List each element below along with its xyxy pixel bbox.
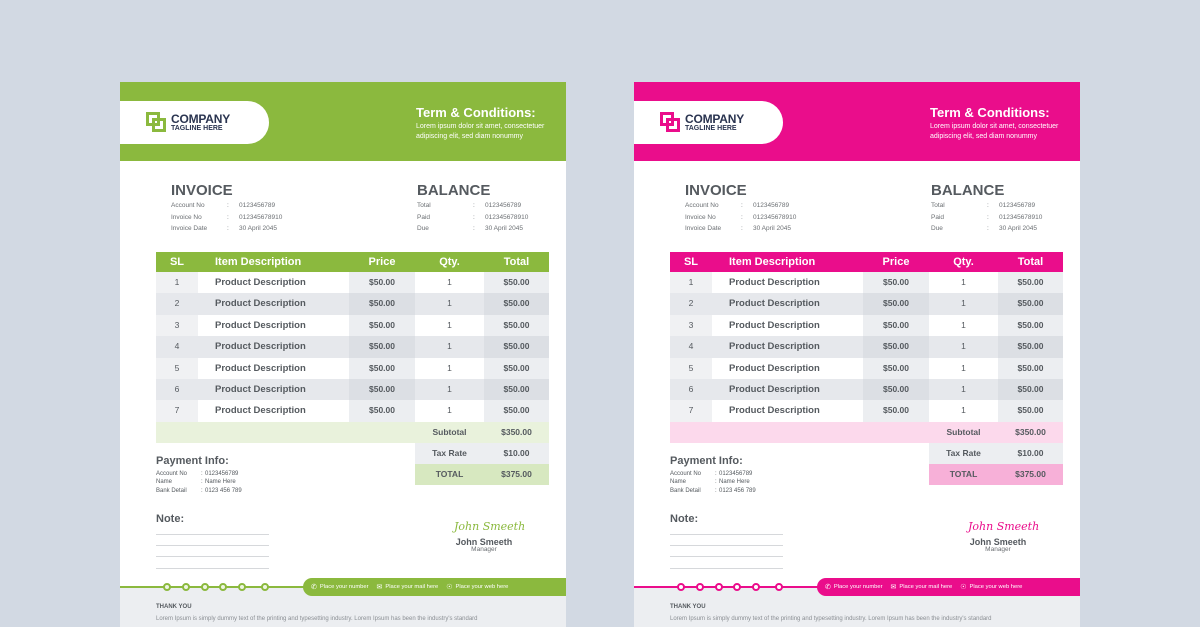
table-row <box>156 293 549 314</box>
separator: : <box>987 202 989 209</box>
cell-qty: 1 <box>415 293 484 314</box>
logo-badge <box>120 101 269 144</box>
separator: : <box>741 225 743 233</box>
cell-total: $50.00 <box>998 272 1063 293</box>
info-row <box>156 488 242 496</box>
cell-total: $50.00 <box>484 315 549 336</box>
note-line <box>156 556 269 557</box>
signatory-name: John Smeeth <box>455 537 513 547</box>
separator: : <box>201 487 203 494</box>
cell-total: $50.00 <box>998 400 1063 421</box>
cell-sl: 2 <box>670 293 712 314</box>
table-row <box>670 358 1063 379</box>
contact-web <box>446 583 508 591</box>
invoice-title: INVOICE <box>685 182 747 199</box>
contact-mail <box>377 583 439 591</box>
contact-mail <box>891 583 953 591</box>
balance-title: BALANCE <box>931 182 1005 199</box>
subtotal-row <box>670 422 1063 443</box>
cell-price: $50.00 <box>349 379 415 400</box>
tax-label: Tax Rate <box>415 443 484 464</box>
info-row <box>417 202 528 214</box>
info-value: 30 April 2045 <box>999 225 1037 233</box>
dot-icon <box>696 583 704 591</box>
table-row <box>670 400 1063 421</box>
thank-you-label: THANK YOU <box>156 604 192 610</box>
cell-sl: 7 <box>156 400 198 421</box>
cell-price: $50.00 <box>349 400 415 421</box>
cell-price: $50.00 <box>863 315 929 336</box>
balance-details <box>931 202 1042 237</box>
info-value: 0123456789 <box>719 471 753 477</box>
note-line <box>670 556 783 557</box>
company-tagline: TAGLINE HERE <box>171 125 223 132</box>
info-label: Name <box>156 479 173 486</box>
cell-qty: 1 <box>415 379 484 400</box>
info-label: Name <box>670 479 687 486</box>
info-label: Account No <box>156 471 188 477</box>
cell-description: Product Description <box>198 315 349 336</box>
info-row <box>931 225 1042 237</box>
cell-price: $50.00 <box>863 293 929 314</box>
globe-icon: ☉ <box>960 584 967 591</box>
invoice-sheet-pink <box>634 82 1080 627</box>
table-body <box>670 272 1063 422</box>
company-logo-icon <box>146 112 167 133</box>
cell-sl: 5 <box>670 358 712 379</box>
note-title: Note: <box>670 513 699 525</box>
separator: : <box>227 213 229 221</box>
info-label: Total <box>417 202 431 209</box>
signature: John Smeeth <box>968 520 1040 533</box>
cell-description: Product Description <box>712 358 863 379</box>
col-qty: Qty. <box>439 256 460 268</box>
note-line <box>670 534 783 535</box>
signatory-role: Manager <box>471 546 497 553</box>
dot-icon <box>677 583 685 591</box>
cell-qty: 1 <box>929 272 998 293</box>
info-row <box>417 214 528 226</box>
cell-total: $50.00 <box>998 293 1063 314</box>
cell-description: Product Description <box>198 293 349 314</box>
separator: : <box>473 213 475 221</box>
cell-total: $50.00 <box>484 272 549 293</box>
note-line <box>156 534 269 535</box>
info-label: Paid <box>931 213 945 221</box>
footer-text: Lorem Ipsum is simply dummy text of the printing and typesetting industry. Lorem Ipsum has been the industry's standard <box>156 616 478 622</box>
info-label: Bank Detail <box>670 487 701 494</box>
table-row <box>670 315 1063 336</box>
cell-description: Product Description <box>712 379 863 400</box>
company-tagline: TAGLINE HERE <box>685 125 737 132</box>
cell-description: Product Description <box>198 272 349 293</box>
table-row <box>670 336 1063 357</box>
table-row <box>156 400 549 421</box>
col-sl: SL <box>169 256 185 268</box>
cell-qty: 1 <box>415 358 484 379</box>
info-value: 012345678910 <box>485 213 529 221</box>
cell-description: Product Description <box>198 400 349 421</box>
cell-qty: 1 <box>929 358 998 379</box>
dot-icon <box>752 583 760 591</box>
col-total: Total <box>1017 256 1044 268</box>
phone-text: Place your number <box>833 584 883 590</box>
note-title: Note: <box>156 513 185 525</box>
info-label: Account No <box>171 202 205 209</box>
company-name: COMPANY <box>685 112 745 126</box>
note-line <box>156 568 269 569</box>
separator: : <box>987 225 989 233</box>
info-row <box>156 471 242 479</box>
dot-icon <box>163 583 171 591</box>
cell-sl: 4 <box>156 336 198 357</box>
info-value: 30 April 2045 <box>485 225 523 233</box>
header-band <box>120 82 566 161</box>
cell-sl: 3 <box>156 315 198 336</box>
subtotal-value: $350.00 <box>1015 426 1046 437</box>
info-label: Bank Detail <box>156 487 187 494</box>
web-text: Place your web here <box>969 584 1023 590</box>
note-line <box>670 545 783 546</box>
separator: : <box>227 225 229 233</box>
cell-total: $50.00 <box>998 315 1063 336</box>
tax-value: $10.00 <box>484 443 549 464</box>
signatory-role: Manager <box>985 546 1011 553</box>
cell-description: Product Description <box>712 315 863 336</box>
cell-qty: 1 <box>929 400 998 421</box>
info-value: 012345678910 <box>753 213 797 221</box>
cell-price: $50.00 <box>863 272 929 293</box>
info-value: 0123456789 <box>753 202 790 209</box>
signatory-name: John Smeeth <box>969 537 1027 547</box>
cell-description: Product Description <box>198 336 349 357</box>
phone-icon: ✆ <box>825 584 831 591</box>
contact-web <box>960 583 1022 591</box>
cell-qty: 1 <box>415 400 484 421</box>
cell-price: $50.00 <box>863 379 929 400</box>
cell-total: $50.00 <box>484 336 549 357</box>
grand-total-value: $375.00 <box>484 464 549 485</box>
info-value: Name Here <box>719 479 750 486</box>
dot-icon <box>182 583 190 591</box>
cell-price: $50.00 <box>863 358 929 379</box>
table-header <box>670 252 1063 272</box>
cell-description: Product Description <box>712 293 863 314</box>
cell-sl: 2 <box>156 293 198 314</box>
table-row <box>156 272 549 293</box>
info-label: Total <box>931 202 945 209</box>
info-row <box>156 479 242 487</box>
info-value: 0123 456 789 <box>719 487 756 494</box>
invoice-sheet-green <box>120 82 566 627</box>
signature: John Smeeth <box>454 520 526 533</box>
grand-total-label: TOTAL <box>415 464 484 485</box>
table-header <box>156 252 549 272</box>
info-row <box>670 471 756 479</box>
cell-total: $50.00 <box>998 336 1063 357</box>
mail-text: Place your mail here <box>385 584 439 590</box>
subtotal-label: Subtotal <box>946 426 981 437</box>
cell-sl: 3 <box>670 315 712 336</box>
separator: : <box>715 471 717 477</box>
terms-title: Term & Conditions: <box>930 105 1050 120</box>
info-value: 0123456789 <box>485 202 522 209</box>
cell-sl: 6 <box>670 379 712 400</box>
cell-qty: 1 <box>929 379 998 400</box>
terms-text: Lorem ipsum dolor sit amet, consectetuer adipiscing elit, sed diam nonummy <box>930 123 1059 140</box>
table-row <box>156 379 549 400</box>
info-label: Due <box>931 225 943 233</box>
cell-sl: 1 <box>156 272 198 293</box>
payment-details <box>670 471 756 496</box>
cell-description: Product Description <box>712 336 863 357</box>
table-row <box>670 379 1063 400</box>
dot-icon <box>219 583 227 591</box>
separator: : <box>715 487 717 494</box>
terms-text: Lorem ipsum dolor sit amet, consectetuer adipiscing elit, sed diam nonummy <box>416 123 545 140</box>
info-label: Account No <box>670 471 702 477</box>
cell-qty: 1 <box>929 293 998 314</box>
items-table <box>156 252 549 485</box>
col-price: Price <box>368 256 396 268</box>
phone-icon: ✆ <box>311 584 317 591</box>
balance-title: BALANCE <box>417 182 491 199</box>
invoice-details <box>171 202 282 237</box>
note-line <box>670 568 783 569</box>
table-body <box>156 272 549 422</box>
separator: : <box>201 479 203 486</box>
company-name: COMPANY <box>171 112 231 126</box>
cell-sl: 7 <box>670 400 712 421</box>
balance-details <box>417 202 528 237</box>
info-value: 0123456789 <box>205 471 239 477</box>
info-label: Account No <box>685 202 719 209</box>
info-row <box>685 225 796 237</box>
info-row <box>685 214 796 226</box>
footer-text: Lorem Ipsum is simply dummy text of the printing and typesetting industry. Lorem Ipsum has been the industry's standard <box>670 616 992 622</box>
cell-qty: 1 <box>929 336 998 357</box>
dot-icon <box>201 583 209 591</box>
contact-phone <box>311 583 369 591</box>
note-line <box>156 545 269 546</box>
phone-text: Place your number <box>319 584 369 590</box>
info-row <box>171 225 282 237</box>
header-band <box>634 82 1080 161</box>
col-description: Item Description <box>729 256 816 268</box>
table-row <box>670 272 1063 293</box>
info-value: 012345678910 <box>999 213 1043 221</box>
cell-total: $50.00 <box>484 400 549 421</box>
cell-qty: 1 <box>415 272 484 293</box>
dot-icon <box>775 583 783 591</box>
cell-total: $50.00 <box>998 379 1063 400</box>
info-value: 0123456789 <box>999 202 1036 209</box>
info-row <box>670 488 756 496</box>
cell-sl: 6 <box>156 379 198 400</box>
info-row <box>931 202 1042 214</box>
info-row <box>685 202 796 214</box>
info-label: Paid <box>417 213 431 221</box>
cell-sl: 5 <box>156 358 198 379</box>
separator: : <box>473 225 475 233</box>
table-row <box>156 315 549 336</box>
info-value: 0123 456 789 <box>205 487 242 494</box>
cell-qty: 1 <box>415 315 484 336</box>
cell-total: $50.00 <box>484 358 549 379</box>
mail-icon: ✉ <box>890 584 897 591</box>
cell-sl: 4 <box>670 336 712 357</box>
cell-price: $50.00 <box>349 358 415 379</box>
cell-price: $50.00 <box>349 336 415 357</box>
contact-bar <box>817 578 1080 596</box>
invoice-details <box>685 202 796 237</box>
globe-icon: ☉ <box>446 584 453 591</box>
separator: : <box>987 213 989 221</box>
contact-bar <box>303 578 566 596</box>
col-total: Total <box>503 256 530 268</box>
cell-qty: 1 <box>929 315 998 336</box>
info-value: 30 April 2045 <box>753 225 791 233</box>
items-table <box>670 252 1063 485</box>
info-label: Due <box>417 225 429 233</box>
dot-icon <box>715 583 723 591</box>
cell-description: Product Description <box>198 358 349 379</box>
info-label: Invoice Date <box>685 225 722 233</box>
mail-text: Place your mail here <box>899 584 953 590</box>
separator: : <box>715 479 717 486</box>
cell-total: $50.00 <box>998 358 1063 379</box>
tax-value: $10.00 <box>998 443 1063 464</box>
info-row <box>931 214 1042 226</box>
cell-qty: 1 <box>415 336 484 357</box>
cell-price: $50.00 <box>863 336 929 357</box>
info-label: Invoice No <box>685 213 716 221</box>
col-description: Item Description <box>215 256 302 268</box>
cell-sl: 1 <box>670 272 712 293</box>
subtotal-label: Subtotal <box>432 426 467 437</box>
info-value: 30 April 2045 <box>239 225 277 233</box>
subtotal-row <box>156 422 549 443</box>
cell-price: $50.00 <box>863 400 929 421</box>
separator: : <box>473 202 475 209</box>
dot-icon <box>238 583 246 591</box>
cell-description: Product Description <box>198 379 349 400</box>
info-label: Invoice No <box>171 213 202 221</box>
separator: : <box>201 471 203 477</box>
info-row <box>171 202 282 214</box>
cell-description: Product Description <box>712 400 863 421</box>
separator: : <box>741 202 743 209</box>
info-value: 012345678910 <box>239 213 283 221</box>
cell-price: $50.00 <box>349 293 415 314</box>
grand-total-label: TOTAL <box>929 464 998 485</box>
table-row <box>156 336 549 357</box>
info-value: 0123456789 <box>239 202 276 209</box>
logo-badge <box>634 101 783 144</box>
tax-label: Tax Rate <box>929 443 998 464</box>
cell-price: $50.00 <box>349 315 415 336</box>
cell-total: $50.00 <box>484 379 549 400</box>
table-row <box>670 293 1063 314</box>
payment-info-title: Payment Info: <box>670 455 743 467</box>
col-price: Price <box>882 256 910 268</box>
col-qty: Qty. <box>953 256 974 268</box>
payment-info-title: Payment Info: <box>156 455 229 467</box>
cell-price: $50.00 <box>349 272 415 293</box>
web-text: Place your web here <box>455 584 509 590</box>
invoice-title: INVOICE <box>171 182 233 199</box>
dot-icon <box>261 583 269 591</box>
info-row <box>670 479 756 487</box>
separator: : <box>741 213 743 221</box>
table-row <box>156 358 549 379</box>
company-logo-icon <box>660 112 681 133</box>
subtotal-value: $350.00 <box>501 426 532 437</box>
terms-title: Term & Conditions: <box>416 105 536 120</box>
cell-total: $50.00 <box>484 293 549 314</box>
info-value: Name Here <box>205 479 236 486</box>
dot-icon <box>733 583 741 591</box>
info-row <box>417 225 528 237</box>
contact-phone <box>825 583 883 591</box>
grand-total-value: $375.00 <box>998 464 1063 485</box>
col-sl: SL <box>683 256 699 268</box>
payment-details <box>156 471 242 496</box>
thank-you-label: THANK YOU <box>670 604 706 610</box>
info-row <box>171 214 282 226</box>
separator: : <box>227 202 229 209</box>
cell-description: Product Description <box>712 272 863 293</box>
info-label: Invoice Date <box>171 225 208 233</box>
mail-icon: ✉ <box>376 584 383 591</box>
